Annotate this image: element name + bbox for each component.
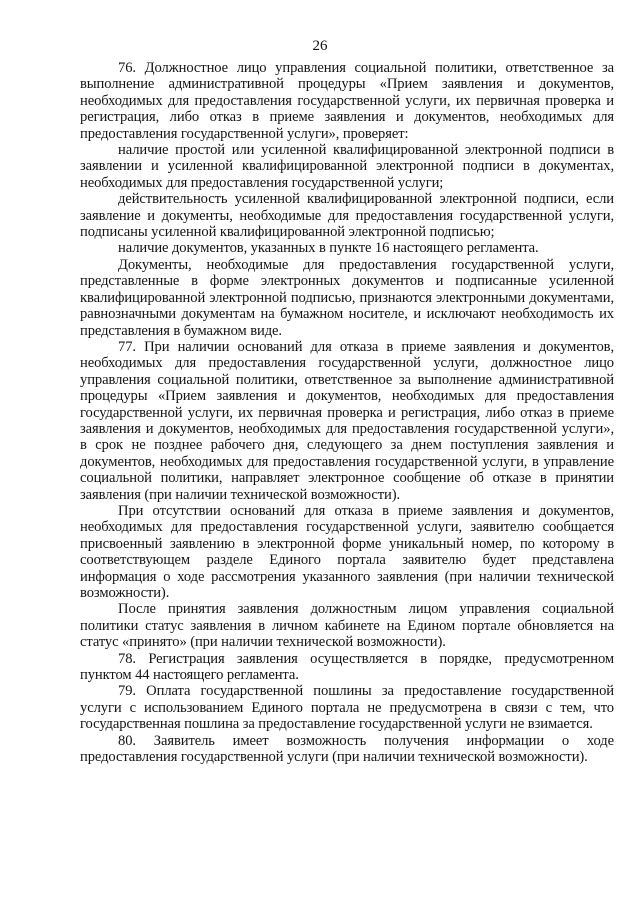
paragraph-80: 80. Заявитель имеет возможность получения информации о ходе предоставления государственной услуги (при наличии технической возможности). (80, 732, 614, 766)
paragraph-77: 77. При наличии оснований для отказа в приеме заявления и документов, необходимых для предоставления государственной услуги, должностное лицо управления социальной политики, ответственное за выполнение административной процедуры «Прием заявления и документов, необходимых для предоставления государственной услуги, их первичная проверка и регистрация, либо отказ в приеме заявления и документов, необходимых для предоставления государственной услуги», в срок не позднее рабочего дня, следующего за днем поступления заявления и документов, необходимых для предоставления государственной услуги, в управление социальной политики, направляет электронное сообщение об отказе в принятии заявления (при наличии технической возможности). (80, 338, 614, 503)
paragraph-79: 79. Оплата государственной пошлины за предоставление государственной услуги с использованием Единого портала не предусмотрена в связи с тем, что государственная пошлина за предоставление государственной услуги не взимается. (80, 683, 614, 733)
paragraph-76-check-documents: наличие документов, указанных в пункте 16 настоящего регламента. (118, 240, 539, 257)
paragraph-76-check-validity: действительность усиленной квалифицированной электронной подписи, если заявление и документы, необходимые для предоставления государственной услуги, подписаны усиленной квалифицированной электронной подписью; (80, 191, 614, 241)
paragraph-electronic-documents: Документы, необходимые для предоставления государственной услуги, представленные в форме электронных документов и подписанные усиленной квалифицированной электронной подписью, признаются электронными документами, равнозначными документам на бумажном носителе, и исключают необходимость их представления в бумажном виде. (80, 256, 614, 339)
paragraph-77-status-accepted: После принятия заявления должностным лицом управления социальной политики статус заявления в личном кабинете на Едином портале обновляется на статус «принято» (при наличии технической возможности). (80, 601, 614, 651)
paragraph-76-check-signature: наличие простой или усиленной квалифицированной электронной подписи в заявлении и усиленной квалифицированной электронной подписи в документах, необходимых для предоставления государственной услуги; (80, 142, 614, 191)
paragraph-76: 76. Должностное лицо управления социальной политики, ответственное за выполнение административной процедуры «Прием заявления и документов, необходимых для предоставления государственной услуги, их первичная проверка и регистрация, либо отказ в приеме заявления и документов, необходимых для предоставления государственной услуги», проверяет: (80, 60, 614, 142)
paragraph-78: 78. Регистрация заявления осуществляется в порядке, предусмотренном пунктом 44 настоящего регламента. (80, 650, 614, 684)
page-number: 26 (312, 38, 328, 54)
document-body (80, 60, 614, 765)
paragraph-77-no-grounds: При отсутствии оснований для отказа в приеме заявления и документов, необходимых для предоставления государственной услуги, заявителю сообщается присвоенный заявлению в электронной форме уникальный номер, по которому в соответствующем разделе Единого портала заявителю будет представлена информация о ходе рассмотрения указанного заявления (при наличии технической возможности). (80, 502, 614, 601)
